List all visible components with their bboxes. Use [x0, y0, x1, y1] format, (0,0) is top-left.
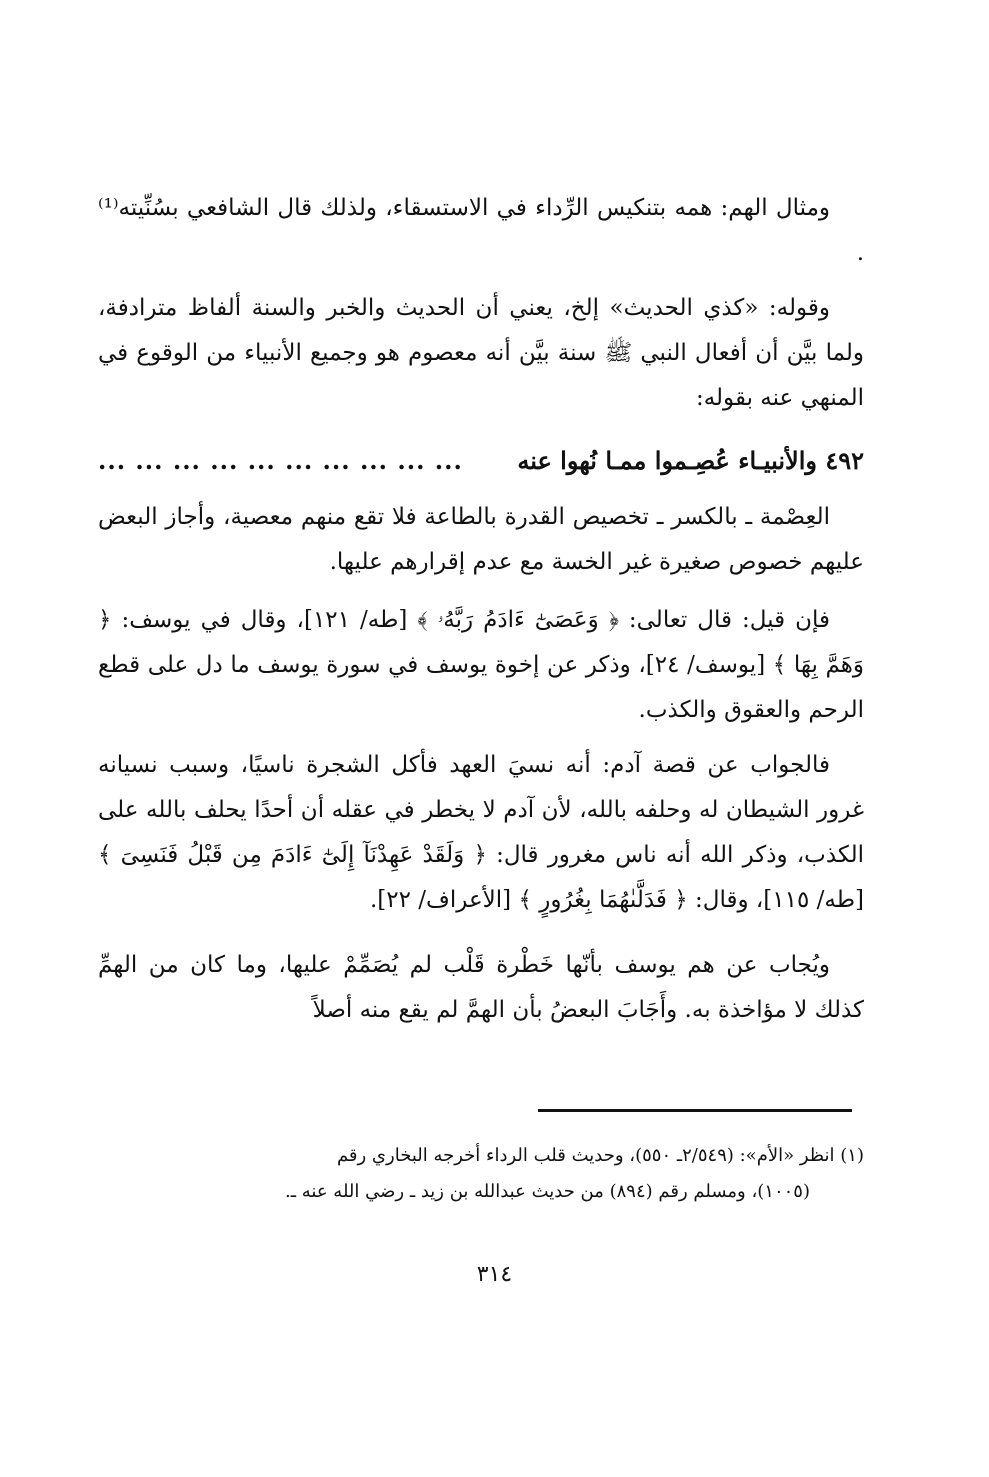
footnote-divider: [538, 1109, 852, 1112]
paragraph-6: [98, 943, 864, 1033]
verse-number-and-text: ٤٩٢ والأنبيـاء عُصِـموا ممـا نُهوا عنه: [517, 446, 864, 475]
paragraph-4: [98, 598, 864, 733]
paragraph-5: [98, 743, 864, 923]
verse-ellipsis: ... ... ... ... ... ... ... ... ... ...: [98, 446, 463, 475]
page-number: ٣١٤: [476, 1262, 513, 1287]
paragraph-4-text: فإن قيل: قال تعالى: ﴿ وَعَصَىٰٓ ءَادَمُ رَبَّهُۥ ﴾ [طه/ ١٢١]، وقال في يوسف: ﴿ وَهَمَّ بِهَا ﴾ [يوسف/ ٢٤]، وذكر عن إخوة يوسف في سورة يوسف ما دل على قطع الرحم والعقوق والكذب.: [98, 607, 864, 723]
paragraph-2: [98, 286, 864, 421]
footnote-1-line-1: (١) انظر «الأم»: (٢/٥٤٩ـ ٥٥٠)، وحديث قلب الرداء أخرجه البخاري رقم: [336, 1145, 864, 1166]
footnotes: [98, 1138, 864, 1210]
paragraph-1: [98, 186, 864, 276]
paragraph-3: [98, 495, 864, 585]
paragraph-6-text: ويُجاب عن هم يوسف بأنّها خَطْرة قَلْب لم يُصَمِّمْ عليها، وما كان من الهمِّ كذلك لا مؤاخذة به. وأَجَابَ البعضُ بأن الهمَّ لم يقع منه أصلاً: [98, 952, 864, 1023]
paragraph-3-text: العِصْمة ـ بالكسر ـ تخصيص القدرة بالطاعة فلا تقع منهم معصية، وأجاز البعض عليهم خصوص صغيرة غير الخسة مع عدم إقرارهم عليها.: [98, 504, 864, 575]
footnote-1-line-2: (١٠٠٥)، ومسلم رقم (٨٩٤) من حديث عبدالله بن زيد ـ رضي الله عنه ـ.: [285, 1181, 810, 1202]
verse-line: [98, 438, 864, 483]
paragraph-5-text: فالجواب عن قصة آدم: أنه نسيَ العهد فأكل الشجرة ناسيًا، وسبب نسيانه غرور الشيطان له وحلفه بالله، لأن آدم لا يخطر في عقله أن أحدًا يحلف بالله على الكذب، وذكر الله أنه ناس مغرور قال: ﴿ وَلَقَدْ عَهِدْنَآ إِلَىٰٓ ءَادَمَ مِن قَبْلُ فَنَسِىَ ﴾ [طه/ ١١٥]، وقال: ﴿ فَدَلَّىٰهُمَا بِغُرُورٍ ﴾ [الأعراف/ ٢٢].: [98, 752, 864, 913]
poem-verse: [98, 438, 864, 483]
paragraph-2-text: وقوله: «كذي الحديث» إلخ، يعني أن الحديث والخبر والسنة ألفاظ مترادفة، ولما بيَّن أن أفعال النبي ﷺ سنة بيَّن أنه معصوم هو وجميع الأنبياء من الوقوع في المنهي عنه بقوله:: [98, 295, 864, 411]
paragraph-1-text: ومثال الهم: همه بتنكيس الرِّداء في الاستسقاء، ولذلك قال الشافعي بسُنِّيته⁽¹⁾ .: [98, 195, 864, 266]
